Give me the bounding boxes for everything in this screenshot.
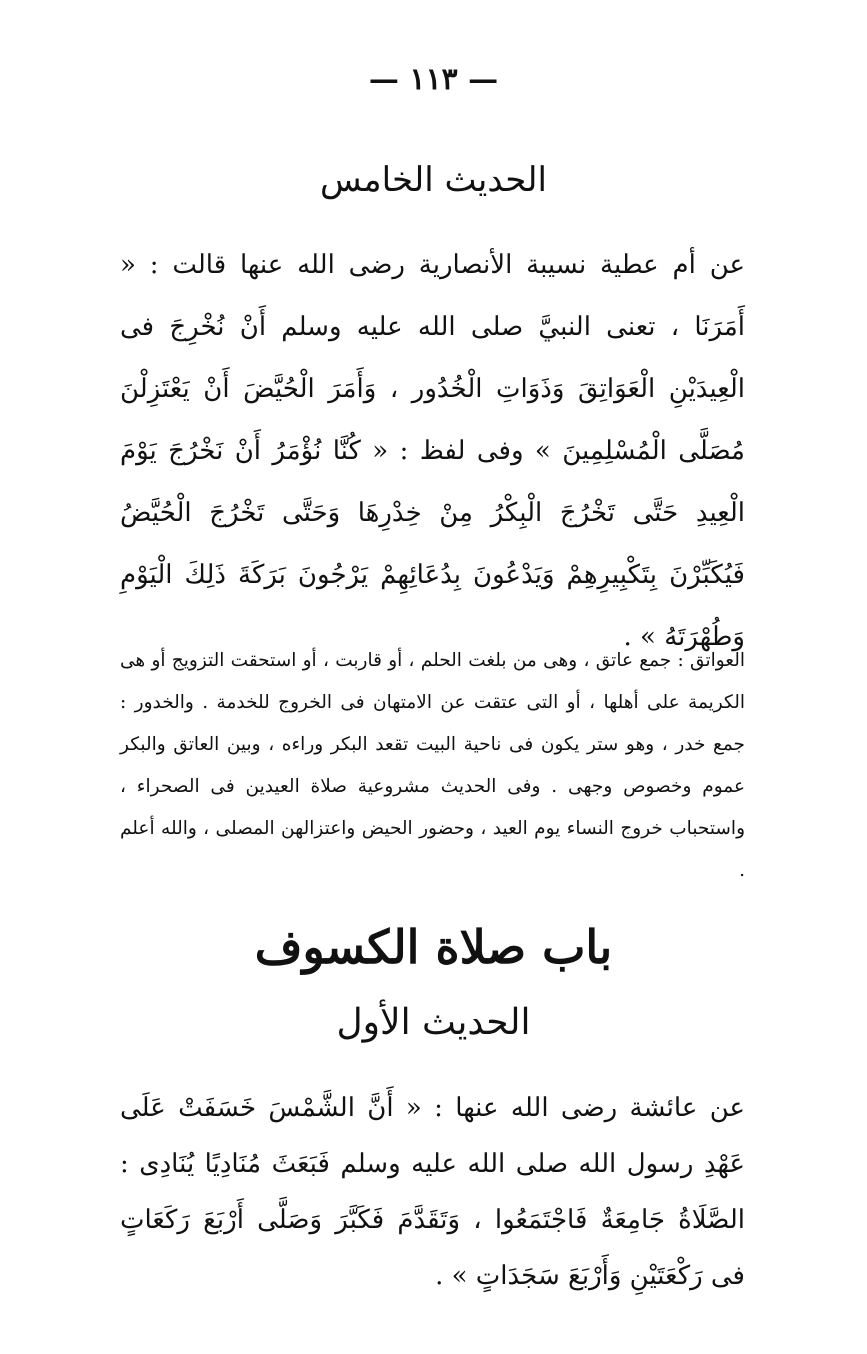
hadith-1-text: عن عائشة رضى الله عنها : « أَنَّ الشَّمْسَ خَسَفَتْ عَلَى عَهْدِ رسول الله صلى الله عليه وسلم فَبَعَثَ مُنَادِيًا يُنَادِى : الصَّلَاةُ جَامِعَةٌ فَاجْتَمَعُوا ، وَتَقَدَّمَ فَكَبَّرَ وَصَلَّى أَرْبَعَ رَكَعَاتٍ فى رَكْعَتَيْنِ وَأَرْبَعَ سَجَدَاتٍ » .	[120, 1093, 745, 1291]
hadith-5-title: الحديث الخامس	[320, 160, 547, 200]
hadith-1-title: الحديث الأول	[336, 1002, 531, 1043]
page-number: — ١١٣ —	[368, 62, 499, 97]
chapter-title: باب صلاة الكسوف	[254, 920, 613, 974]
explanatory-note: العواتق : جمع عاتق ، وهى من بلغت الحلم ، أو قاربت ، أو استحقت التزويج أو هى الكريمة على أهلها ، أو التى عتقت عن الامتهان فى الخروج للخدمة . والخدور : جمع خدر ، وهو ستر يكون فى ناحية البيت تقعد البكر وراءه ، وبين العاتق والبكر عموم وخصوص وجهى . وفى الحديث مشروعية صلاة العيدين فى الصحراء ، واستحباب خروج النساء يوم العيد ، وحضور الحيض واعتزالهن المصلى ، والله أعلم .	[120, 650, 745, 881]
hadith-5-text: عن أم عطية نسيبة الأنصارية رضى الله عنها قالت : « أَمَرَنَا ، تعنى النبيَّ صلى الله عليه وسلم أَنْ نُخْرِجَ فى الْعِيدَيْنِ الْعَوَاتِقَ وَذَوَاتِ الْخُدُور ، وَأَمَرَ الْحُيَّضَ أَنْ يَعْتَزِلْنَ مُصَلَّى الْمُسْلِمِينَ » وفى لفظ : « كُنَّا نُؤْمَرُ أَنْ نَخْرُجَ يَوْمَ الْعِيدِ حَتَّى تَخْرُجَ الْبِكْرُ مِنْ خِدْرِهَا وَحَتَّى تَخْرُجَ الْحُيَّضُ فَيُكَبِّرْنَ بِتَكْبِيرِهِمْ وَيَدْعُونَ بِدُعَائِهِمْ يَرْجُونَ بَرَكَةَ ذَلِكَ الْيَوْمِ وَطُهْرَتَهُ » .	[120, 250, 745, 652]
